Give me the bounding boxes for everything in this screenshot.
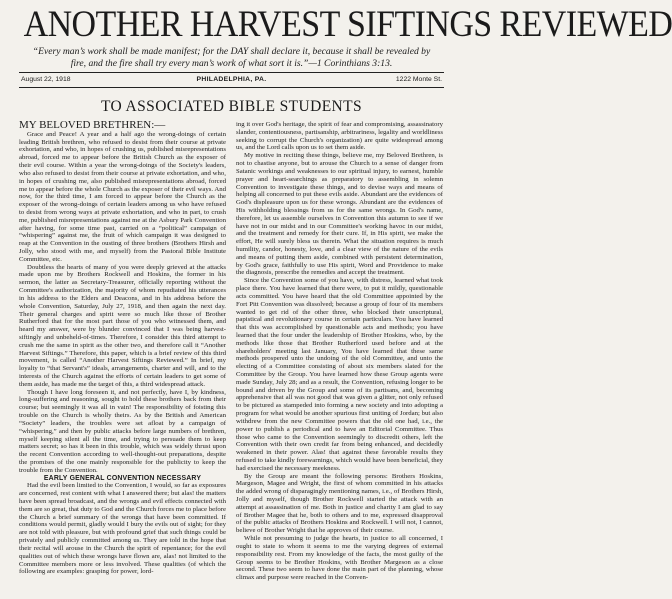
article-column-left: [19, 121, 226, 597]
paragraph: Doubtless the hearts of many of you were deeply grieved at the attacks made upon me by Brothers Rockwell and Hoskins, the former in his sermon, the latter as Secretary-Treasurer, officially reporting without the Committee's authorization, the majority of whom repudiated his utterances in his address to the Elders and Deacons, and in his address before the whole Convention, Saturday, July 27, 1918, and then again the next day. Their general charges and spirit were so much like those of Brother Rutherford that for the most part those of you who witnessed them, and heard my answer, were by blunder convinced that I was being harvest-siftingly and unbeheld-of-times. Therefore, I consider this third attempt to crush me the same in spirit as the other two, and therefore call it “Another Harvest Siftings.” Therefore, this paper, which is a brief review of this third movement, is called “Another Harvest Siftings Reviewed.” In brief, my loyalty to “that Servant's” ideals, arrangements, charter and will, and to the interests of the Church against the efforts of certain leaders to get some of them aside, has made me the target of this, a third widespread attack.: [19, 263, 226, 388]
paragraph: My motive in reciting these things, believe me, my Beloved Brethren, is not to chastise anyone, but to arouse the Church to a sense of danger from Satanic workings and weaknesses to our spiritual injury, to earnest, humble prayer and heart-searchings as preparatory to assembling in solemn Convention to investigate these things, and to devise ways and means of helping all concerned to put these evils aside. Abundant are the evidences of God's displeasure upon us for these wrongs. Abundant are the evidences of His withholding blessings from us for the same wrongs. In God's name, therefore, let us assemble ourselves in Convention this autumn to see if we have not in our midst and in our Committee's working havoc in our midst, and the treatment and remedy for their cure. If, in His spirit, we make the effort, He will surely bless us therein. What the situation requires is much humility, candor, honesty, love, and a clear view of the nature of the evils and means of putting them aside, combined with persistent determination, by God's grace, faithfully to use His spirit, Word and Providence to make the diagnosis, prescribe the remedies and accept the treatment.: [236, 152, 443, 277]
paragraph: ing it over God's heritage, the spirit of fear and compromising, assassinatory slander, contentiousness, partisanship, arbitrariness, legality and worldliness seeking to corrupt the Church's organization) are quite widespread among us, and the Lord calls upon us to set them aside.: [236, 121, 443, 152]
masthead-title: ANOTHER HARVEST SIFTINGS REVIEWED: [23, 3, 672, 44]
paragraph: While not presuming to judge the hearts, in justice to all concerned, I ought to state to whom it seems to me the varying degrees of external responsibility rest. From my knowledge of the facts, the most guilty of the Group seems to be Brother Hoskins, with Brother Margeson as a close second. These two seem to have done the main part of the planning, whose climax and purpose were reached in the Conven-: [236, 535, 443, 582]
section-subhead: EARLY GENERAL CONVENTION NECESSARY: [43, 474, 202, 482]
dateline-address: 1222 Monte St.: [395, 76, 442, 83]
salutation: [19, 121, 226, 131]
dateline: [19, 72, 444, 88]
paragraph: Had the evil been limited to the Convention, I would, so far as exposures are concerned, rest content with what I answered there; but alas! the matters have been spread broadcast, and the wrongs and evil effects connected with them are so great, that duty to God and the Church forces me to place before the Church a brief summary of the wrongs that have been committed. If conditions would permit, gladly would I bury the evils out of sight; for they are not told with pleasure, but with profound grief that such things could be privately and publicly committed among us. They are told in the hope that their recital will arouse in the Church the spirit of repentance; for the evil qualities out of which these wrongs have flown are, alas! not limited to the Committee members more or less involved. These qualities (of which the following are examples: grasping for power, lord-: [19, 482, 226, 576]
article-column-right: [236, 121, 443, 597]
paragraph: By the Group are meant the following persons: Brothers Hoskins, Margeson, Magee and Wright, the first of whom committed in his attacks the added wrong of disparagingly mentioning names, i.e., of Brothers Hirsh, Jolly and myself, though Brother Rockwell started the attack with an attempt at assassination of me. Both in justice and charity I am glad to say of Brother Magee that he, both to others and to me, expressed disapproval of the public attacks of Brothers Hoskins and Rockwell. I will not, I cannot, believe of Brother Wright that he approves of their course.: [236, 472, 443, 535]
paragraph: Though I have long foreseen it, and not perfectly, have I, by kindness, long-suffering and reasoning, sought to hold these brothers back from their course; but seemingly it was all in vain! The responsibility of foisting this trouble on the Church is wholly theirs. As by the British and American “Society” leaders, the troubles were set afloat by a campaign of “whispering,” and then by public attacks before large numbers of brethren, myself keeping silent all the time, and trying to persuade them to keep matters secret; so has it been in this trouble, which was widely thrust upon the recent Convention according to well-thought-out preparations, despite the promises of the one mainly responsible for the publicity to keep the trouble from the Convention.: [19, 388, 226, 474]
dateline-city: PHILADELPHIA, PA.: [196, 76, 267, 83]
masthead: [8, 3, 672, 69]
masthead-motto: “Every man’s work shall be made manifest; for the DAY shall declare it, because it shall be revealed by fire, and the fire shall try every man’s work of what sort it is.”—1 Corinthians 3:13.: [32, 46, 431, 69]
article-title: TO ASSOCIATED BIBLE STUDENTS: [100, 98, 363, 115]
dateline-date: August 22, 1918: [21, 76, 71, 83]
paragraph: Since the Convention some of you have, with distress, learned what took place there. You have learned that there were, to put it mildly, questionable acts committed. You have heard that the old Committee appointed by the Fort Pitt Convention was dissolved; because a group of four of its members wanted to get rid of the other three, who blocked their unscriptural, papistical and revolutionary course in certain particulars. You have learned that this was accomplished by questionable acts and methods; you have learned that the four under the leadership of Brother Hoskins, who, by the methods like those that Brother Rutherford used before and at the shareholders' meeting last January, You have learned that these same methods prospered unto the undoing of the old Committee, and unto the electing of a Committee consisting of about six members slated for the Committee by the Group. You have learned how these Group agents were made Sunday, July 28; and as a result, the Convention, refusing longer to be bound and driven by the Group and some of its partisans, and, becoming apprehensive that all was not good that was given a glitter, not only refused to be pictured as stampeded into forming a new society and into adopting a program for what would be another spurious first uniting of Jordan; but also withdrew from the new Committee powers that the old one had, i.e., the power to publish a periodical and to have an Editorial Committee. Thus those who came to the Convention seemingly to discredit others, left the Convention with their own credit far from being enhanced, and decidedly weakened in their power. Alas! that against these favorable results they refused to take kindly forewarnings, which would have been beneficial, they had exercised the necessary meekness.: [236, 277, 443, 472]
salutation-text: MY BELOVED BRETHREN:—: [19, 119, 166, 131]
paragraph: Grace and Peace! A year and a half ago the wrong-doings of certain leading British brethren, who refused to desist from their course at private exhortation, and who, in hopes of crushing us, published misrepresentations abroad, forced me to appear before the British Church as the exposer of their evil course. Within a year the wrong-doings of the Society's leaders, who also refused to desist from their course at private exhortation, and who, in hopes of crushing me, also published misrepresentations abroad, forced me to appear before the whole Church as the exposer of their evil ways. And now, for the third time, I am forced to appear before the Church as the exposer of the wrong-doings of certain leaders among us who have refused to desist from wrong ways at private exhortation, and who in part, to crush me, published misrepresentations against me at the Asbury Park Convention after having, for some time past, carried on a “political” campaign of “whispering” against me, the fruit of which campaign it was designed to reap at the Convention in the ousting of three brothers (Brothers Hirsh and Jolly, who stood with me, and myself) from the Pastoral Bible Institute Committee, etc.: [19, 130, 226, 263]
